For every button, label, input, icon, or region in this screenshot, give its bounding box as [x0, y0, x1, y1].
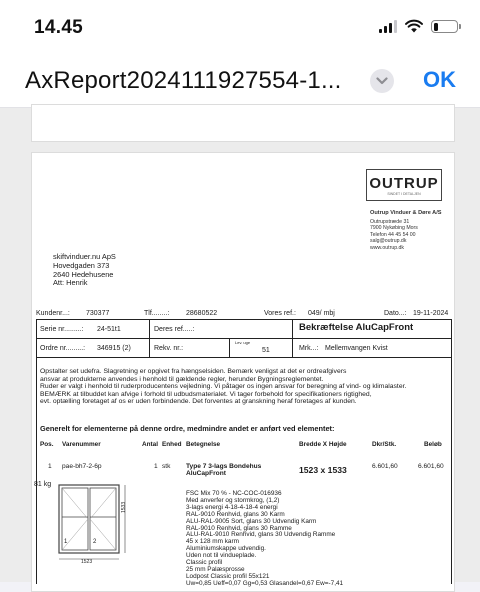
vores-ref-value: 049/ mbj [308, 310, 335, 317]
document-viewer[interactable] [0, 108, 480, 587]
dato-value: 19-11-2024 [413, 310, 449, 317]
recipient-line: skiftvinduer.nu ApS [53, 252, 116, 261]
spec-line: ALU-RAL-9010 Renhvid, glans 30 Udvendig Ramme [186, 531, 336, 539]
spec-line: Aluminiumskappe udvendig. [186, 545, 266, 553]
tlf-label: Tlf........: [144, 310, 170, 317]
header-antal: Antal [142, 441, 158, 448]
item-pos: 1 [48, 463, 52, 470]
note-line: ansvar at produkterne anvendes i henhold til gældende regler, herunder Bygningsreglementet. [40, 375, 324, 383]
item-belob: 6.601,60 [418, 463, 444, 470]
recipient-line: Att: Henrik [53, 278, 88, 288]
lev-uge-value: 51 [262, 347, 270, 354]
logo-text: OUTRUP [369, 174, 439, 192]
grid-line [292, 319, 293, 357]
recipient-address [53, 253, 116, 288]
spec-line: Classic profil [186, 559, 223, 567]
spec-line: Uw=0,85 Ueff=0,07 Gg=0,53 Glasandel=0,67 Ew=-7,41 [186, 579, 344, 587]
drawing-width-label: 1523 [81, 559, 93, 565]
company-line: 7900 Nykøbing Mors [370, 225, 418, 232]
spec-line: RAL-9010 Renhvid, glans 30 Ramme [186, 524, 292, 532]
item-dimensions: 1523 x 1533 [299, 465, 347, 475]
drawing-height-label: 1533 [121, 501, 127, 513]
grid-line [36, 338, 452, 339]
spec-line: 3-lags energi 4-18-4-18-4 energi [186, 503, 278, 511]
ordre-value: 346915 (2) [97, 345, 131, 352]
serie-label: Serie nr.........: [40, 326, 84, 333]
recipient-line: Hovedgaden 373 [53, 260, 110, 270]
document-title: AxReport2024111927554-1... [25, 67, 342, 94]
item-specification [186, 491, 343, 588]
header-bredde-hojde: Bredde X Højde [299, 441, 347, 448]
mrk-value: Mellemvangen Kvist [325, 345, 388, 352]
logo-tagline: SINDET I DETALJEN [387, 191, 421, 196]
item-betegnelse-2: AluCapFront [186, 470, 226, 477]
wifi-icon [405, 20, 423, 33]
deres-ref-label: Deres ref.....: [154, 326, 195, 333]
general-title: Generelt for elementerne på denne ordre, medmindre andet er anført ved elementet: [40, 424, 335, 433]
document-page [31, 152, 455, 592]
chevron-down-icon[interactable] [370, 69, 394, 93]
status-icons [379, 20, 458, 33]
item-weight: 81 kg [34, 481, 52, 488]
item-dkr-stk: 6.601,60 [372, 463, 398, 470]
header-enhed: Enhed [162, 441, 182, 448]
header-betegnelse: Betegnelse [186, 441, 221, 448]
company-name: Outrup Vinduer & Døre A/S [370, 210, 442, 216]
spec-line: Uden not til vindueplade. [186, 552, 257, 560]
window-drawing [52, 483, 134, 576]
company-line: Outrupstræde 31 [370, 218, 410, 225]
spec-line: ALU-RAL-9005 Sort, glans 30 Udvendig Karm [186, 517, 317, 525]
battery-icon [431, 20, 458, 33]
status-bar [0, 0, 480, 58]
header-dkr-stk: Dkr/Stk. [372, 441, 397, 448]
grid-line [36, 357, 452, 358]
rekv-label: Rekv. nr.: [154, 345, 184, 352]
tlf-value: 28680522 [186, 310, 218, 317]
note-line: BEMÆRK at tilbuddet kan afvige i forhold til udbudsmaterialet. Vi tager forbehold for specifikationers rigtighed, [40, 390, 372, 398]
terms-notes [40, 368, 450, 406]
company-line: salg@outrup.dk [370, 238, 407, 245]
item-varenummer: pae-bh7-2-6p [62, 463, 102, 470]
kundenr-label: Kundenr...: [36, 310, 70, 317]
note-line: evt. optælling foretaget af os er uden forbindende. Det forventes at granskning heraf foretages af kunden. [40, 398, 357, 406]
note-line: Ruder er valgt i henhold til ruderproducentens vejledning. Vi påtager os ingen ansvar for beregning af vind- og klimalaster. [40, 383, 407, 391]
sash-number: 2 [93, 539, 97, 545]
company-line: www.outrup.dk [370, 244, 405, 251]
header-pos: Pos. [40, 441, 54, 448]
mrk-label: Mrk...: [299, 345, 319, 352]
recipient-line: 2640 Hedehusene [53, 269, 114, 279]
spec-line: RAL-9010 Renhvid, glans 30 Karm [186, 510, 285, 518]
item-antal: 1 [154, 463, 158, 470]
serie-value: 24-51t1 [97, 326, 121, 333]
previous-page [31, 104, 455, 142]
grid-line [451, 319, 452, 584]
company-line: Telefon 44 45 54 00 [370, 231, 416, 238]
sash-number: 1 [64, 539, 68, 545]
signal-icon [379, 20, 397, 33]
spec-line: Lodpost Classic profil 55x121 [186, 572, 270, 580]
item-betegnelse-1: Type 7 3-lags Bondehus [186, 463, 262, 470]
item-enhed: stk [162, 463, 171, 470]
grid-line [36, 319, 452, 320]
spec-line: 45 x 128 mm karm [186, 538, 239, 546]
spec-line: 25 mm Palæsprosse [186, 565, 245, 573]
company-address [370, 210, 441, 252]
company-logo [366, 169, 442, 201]
status-time: 14.45 [34, 17, 84, 38]
lev-uge-label: Lev. uge [235, 340, 251, 345]
header-belob: Beløb [424, 441, 442, 448]
spec-line: Med anverfer og stormkrog, (1,2) [186, 496, 280, 504]
dato-label: Dato...: [384, 310, 407, 317]
confirmation-title: Bekræftelse AluCapFront [299, 322, 414, 333]
spec-line: FSC Mix 70 % - NC-COC-016936 [186, 490, 282, 497]
grid-line [149, 319, 150, 357]
ordre-label: Ordre nr.........: [40, 345, 86, 352]
header-varenummer: Varenummer [62, 441, 101, 448]
grid-line [229, 338, 230, 357]
grid-line [36, 319, 37, 584]
document-title-bar [0, 58, 480, 108]
vores-ref-label: Vores ref.: [264, 310, 296, 317]
kundenr-value: 730377 [86, 310, 110, 317]
ok-button[interactable]: OK [423, 67, 456, 92]
note-line: Opstalter set udefra. Slagretning er opgivet fra hængselsiden. Bemærk venligst at det er ordreafgivers [40, 368, 347, 375]
